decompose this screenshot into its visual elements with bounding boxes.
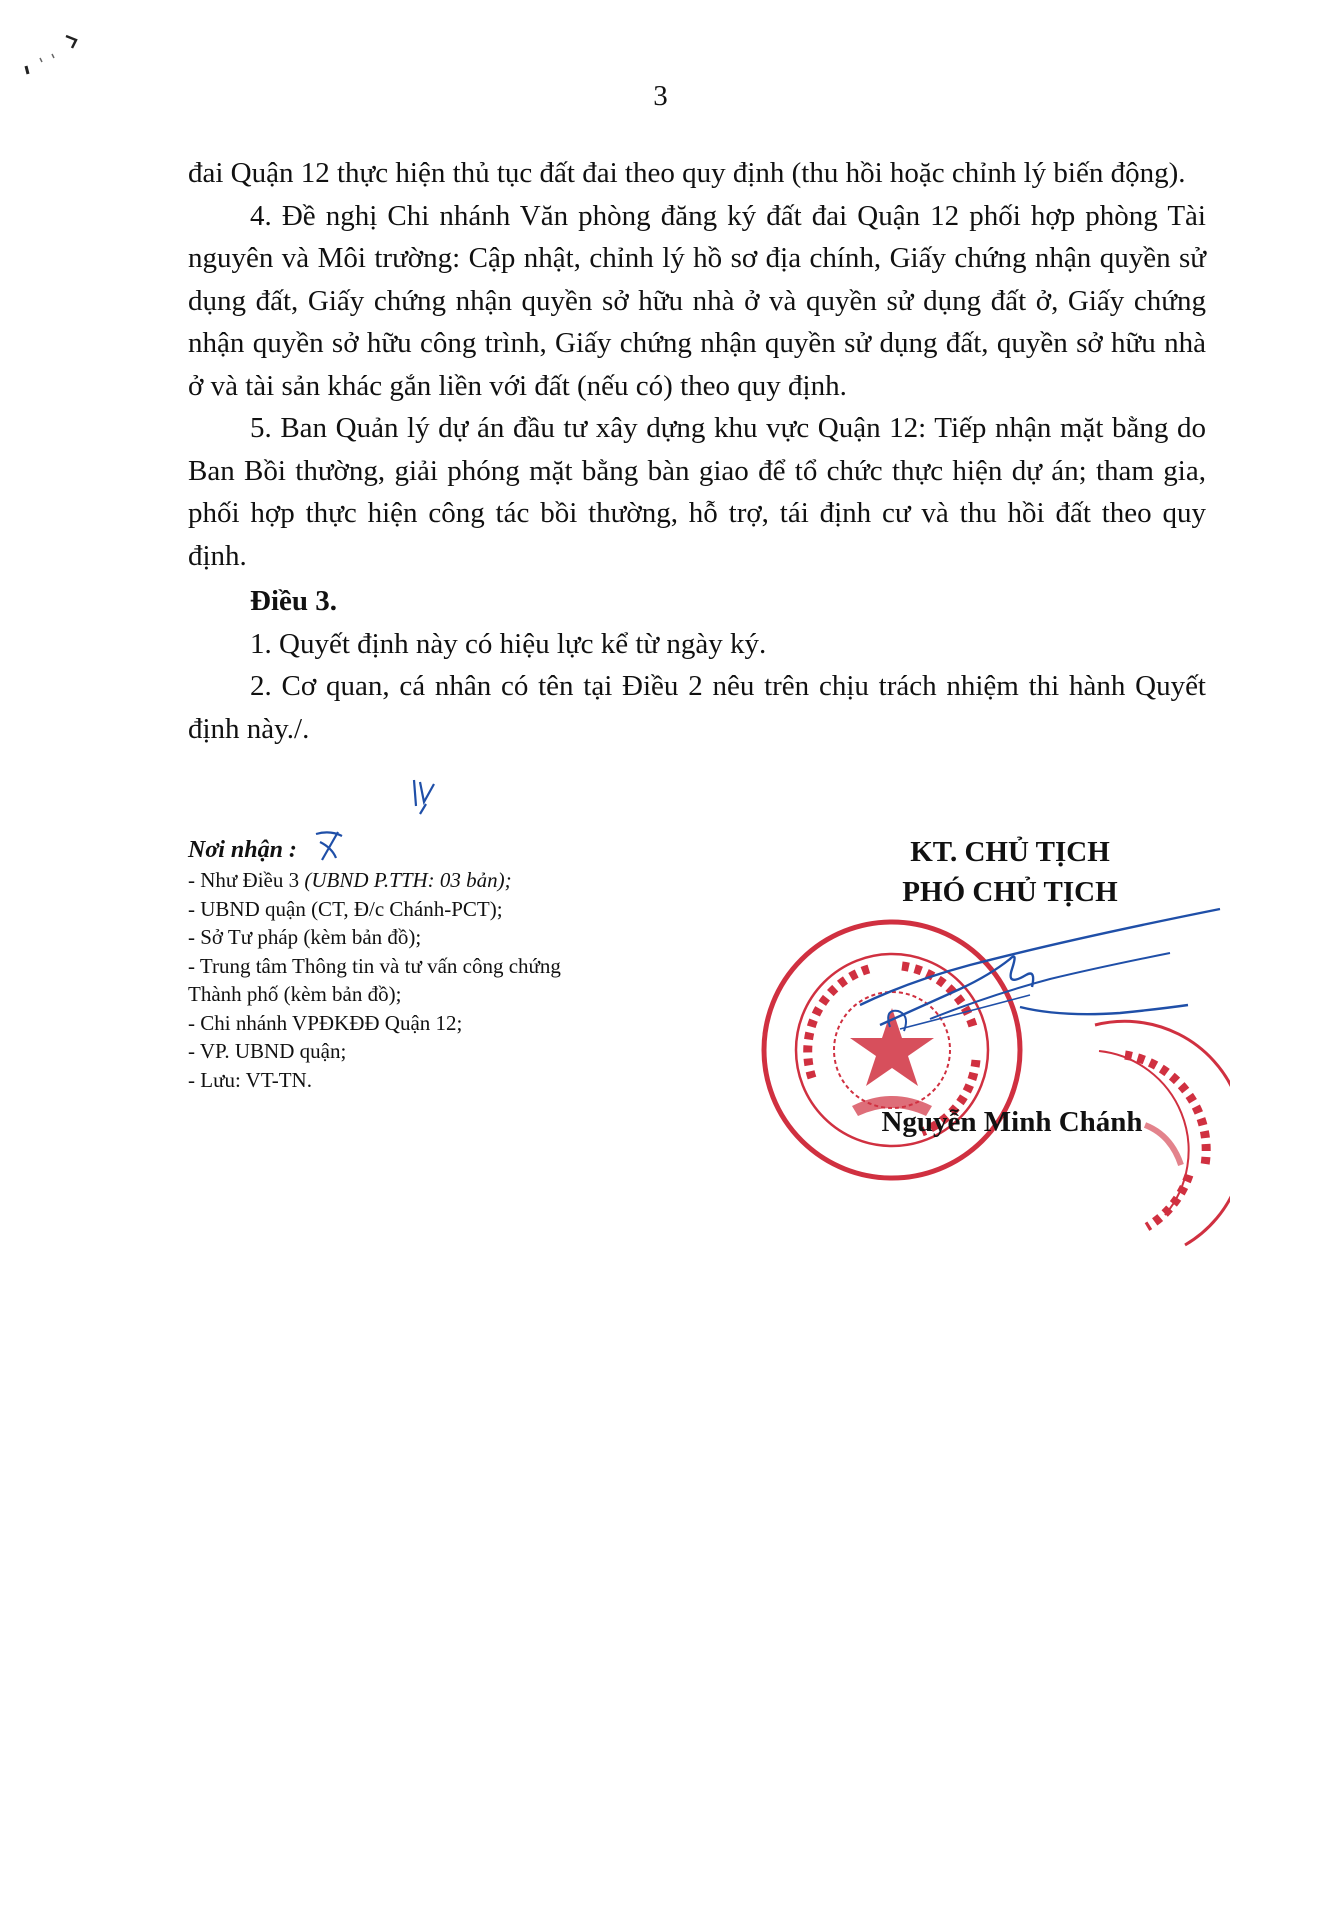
recipient-item-note: (UBND P.TTH: 03 bản); (304, 868, 512, 892)
paragraph-item-5: 5. Ban Quản lý dự án đầu tư xây dựng khu vực Quận 12: Tiếp nhận mặt bằng do Ban Bồi thường, giải phóng mặt bằng bàn giao để tổ chức thực hiện dự án; tham gia, phối hợp thực hiện công tác bồi thường, hỗ trợ, tái định cư và thu hồi đất theo quy định. (188, 412, 1206, 572)
recipients-block (188, 834, 608, 1094)
document-body (188, 152, 1206, 750)
article-3-heading: Điều 3. (250, 585, 337, 617)
handwritten-signature-icon (840, 895, 1240, 1075)
recipient-item-text: - Như Điều 3 (188, 868, 305, 892)
recipients-title: Nơi nhận : (188, 837, 297, 863)
recipient-item: - Sở Tư pháp (kèm bản đồ); (188, 925, 422, 949)
paragraph-item-4: 4. Đề nghị Chi nhánh Văn phòng đăng ký đất đai Quận 12 phối hợp phòng Tài nguyên và Môi trường: Cập nhật, chỉnh lý hồ sơ địa chính, Giấy chứng nhận quyền sử dụng đất, Giấy chứng nhận quyền sở hữu nhà ở và quyền sử dụng đất ở, Giấy chứng nhận quyền sở hữu công trình, Giấy chứng nhận quyền sử dụng đất, quyền sở hữu nhà ở và tài sản khác gắn liền với đất (nếu có) theo quy định. (188, 199, 1206, 402)
signer-name: Nguyễn Minh Chánh (881, 1106, 1143, 1138)
recipient-item (188, 866, 608, 895)
recipient-item: - Lưu: VT-TN. (188, 1067, 312, 1092)
initial-mark (312, 828, 348, 864)
signature-title-line1: KT. CHỦ TỊCH (910, 836, 1110, 868)
recipient-item: - VP. UBND quận; (188, 1039, 347, 1063)
paragraph-continuation: đai Quận 12 thực hiện thủ tục đất đai theo quy định (thu hồi hoặc chỉnh lý biến động). (188, 157, 1186, 189)
scan-marks (18, 28, 88, 78)
article-3-item-1: 1. Quyết định này có hiệu lực kể từ ngày ký. (250, 627, 767, 660)
article-3-item-2: 2. Cơ quan, cá nhân có tên tại Điều 2 nêu trên chịu trách nhiệm thi hành Quyết định này./. (188, 670, 1206, 745)
page-number: 3 (653, 80, 668, 112)
recipient-item: - UBND quận (CT, Đ/c Chánh-PCT); (188, 896, 503, 921)
initial-mark (410, 776, 440, 816)
recipient-item: - Trung tâm Thông tin và tư vấn công chứng Thành phố (kèm bản đồ); (188, 953, 561, 1006)
recipient-item: - Chi nhánh VPĐKĐĐ Quận 12; (188, 1010, 463, 1035)
signature-title-line2: PHÓ CHỦ TỊCH (902, 876, 1118, 908)
